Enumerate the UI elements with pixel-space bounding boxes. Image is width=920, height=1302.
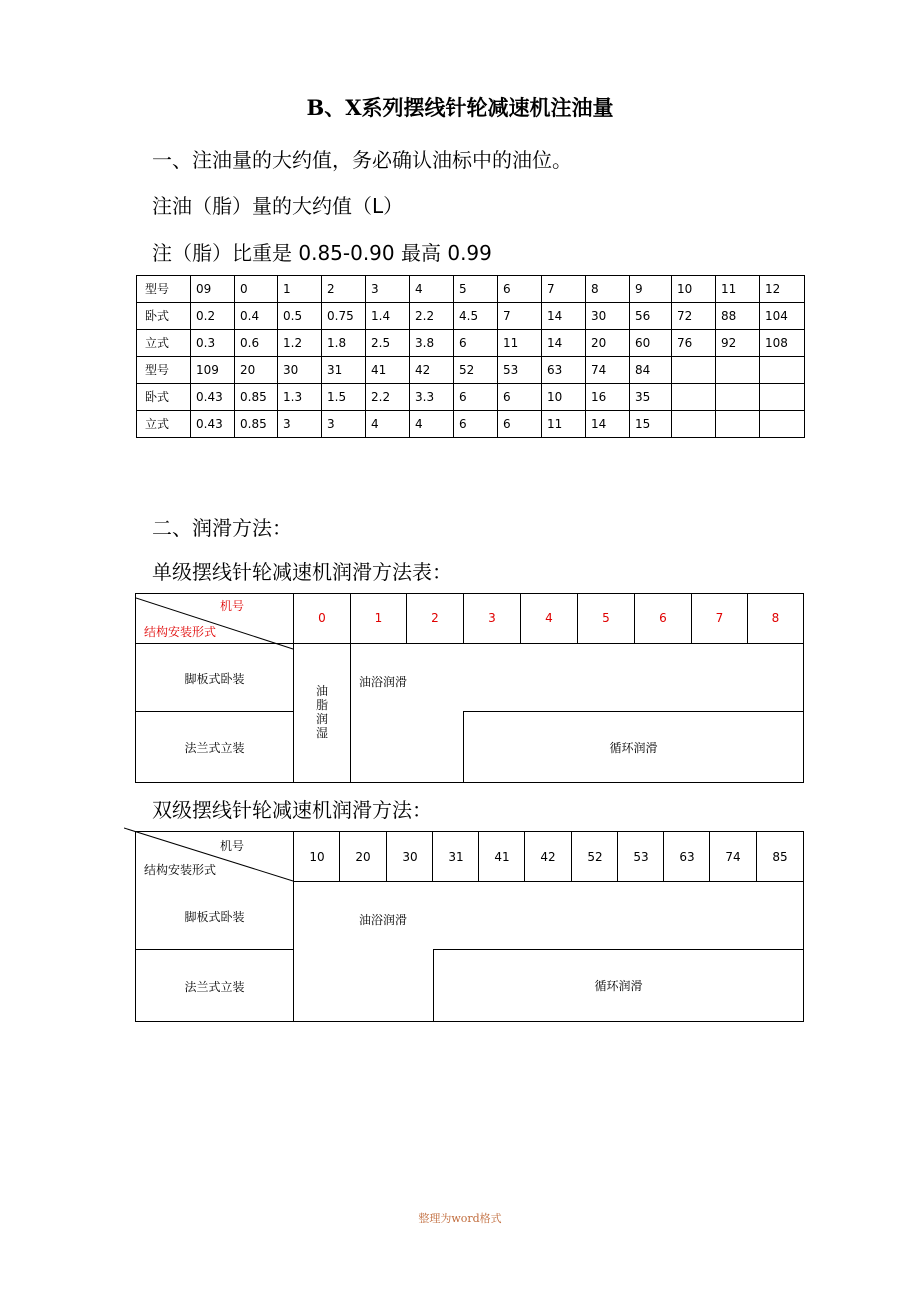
table-row [137, 357, 805, 384]
machine-number: 8 [771, 611, 780, 625]
row-label-cell: 立式 [137, 411, 191, 438]
machine-number: 52 [587, 850, 603, 864]
table-cell: 20 [586, 330, 630, 357]
row-label-cell: 卧式 [137, 303, 191, 330]
table-cell [716, 384, 760, 411]
table-cell: 6 [498, 384, 542, 411]
table-row [137, 411, 805, 438]
table-cell: 3.8 [410, 330, 454, 357]
table-cell: 72 [672, 303, 716, 330]
table-cell: 14 [586, 411, 630, 438]
table-cell: 6 [454, 330, 498, 357]
double-machine-no-header: 机号 [220, 839, 245, 853]
machine-number: 63 [679, 850, 695, 864]
table-cell: 0.2 [191, 303, 235, 330]
table-cell: 109 [191, 357, 235, 384]
machine-number: 3 [488, 611, 496, 625]
table-cell: 76 [672, 330, 716, 357]
table-cell: 10 [672, 276, 716, 303]
table-cell: 11 [716, 276, 760, 303]
table-cell: 0.43 [191, 384, 235, 411]
machine-number: 53 [633, 850, 649, 864]
machine-no-header: 机号 [220, 599, 245, 613]
section-heading-oil-amount: 一、注油量的大约值，务必确认油标中的油位。 [152, 148, 572, 172]
row-label-cell: 立式 [137, 330, 191, 357]
table-cell: 20 [235, 357, 278, 384]
row-label-cell: 型号 [137, 357, 191, 384]
table-cell: 56 [630, 303, 672, 330]
table-row [137, 330, 805, 357]
table-cell: 60 [630, 330, 672, 357]
table-cell: 6 [498, 411, 542, 438]
table-cell: 3.3 [410, 384, 454, 411]
machine-number: 20 [355, 850, 371, 864]
table-cell: 1.2 [278, 330, 322, 357]
table-cell: 0.85 [235, 411, 278, 438]
table-cell: 10 [542, 384, 586, 411]
table-cell: 30 [586, 303, 630, 330]
machine-number: 85 [772, 850, 788, 864]
machine-number: 2 [431, 611, 439, 625]
table-cell: 74 [586, 357, 630, 384]
single-stage-lubrication-table [135, 593, 804, 783]
table-cell: 0.85 [235, 384, 278, 411]
table-row [137, 384, 805, 411]
machine-number: 5 [602, 611, 610, 625]
table-cell: 2 [322, 276, 366, 303]
oil-amount-caption: 注油（脂）量的大约值（L） [152, 194, 404, 218]
table-cell: 0.5 [278, 303, 322, 330]
header-diagonal-line [136, 594, 294, 650]
table-cell: 6 [454, 411, 498, 438]
table-cell: 0.43 [191, 411, 235, 438]
table-cell: 35 [630, 384, 672, 411]
table-cell: 3 [366, 276, 410, 303]
table-cell [716, 411, 760, 438]
machine-number: 10 [309, 850, 325, 864]
table-cell: 3 [322, 411, 366, 438]
table-cell [760, 357, 805, 384]
double-stage-caption: 双级摆线针轮减速机润滑方法： [152, 798, 432, 822]
table-cell: 16 [586, 384, 630, 411]
machine-number: 31 [448, 850, 464, 864]
grease-char: 湿 [315, 726, 328, 740]
double-foot-mount-label: 脚板式卧装 [184, 910, 245, 924]
specific-gravity-note: 注（脂）比重是 0.85-0.90 最高 0.99 [152, 241, 492, 265]
table-cell: 1.5 [322, 384, 366, 411]
table-cell [672, 357, 716, 384]
grease-char: 油 [315, 684, 328, 698]
double-flange-mount-label: 法兰式立装 [184, 980, 245, 994]
machine-number: 0 [318, 611, 326, 625]
circulation-label: 循环润滑 [609, 741, 658, 755]
machine-number: 30 [402, 850, 418, 864]
row-label-cell: 卧式 [137, 384, 191, 411]
single-stage-caption: 单级摆线针轮减速机润滑方法表： [152, 560, 452, 584]
table-cell: 84 [630, 357, 672, 384]
grease-char: 润 [315, 712, 328, 726]
table-cell: 2.2 [410, 303, 454, 330]
table-cell: 8 [586, 276, 630, 303]
table-cell: 53 [498, 357, 542, 384]
table-cell: 1.3 [278, 384, 322, 411]
table-cell: 5 [454, 276, 498, 303]
table-row [137, 303, 805, 330]
machine-number: 4 [545, 611, 553, 625]
table-cell: 7 [542, 276, 586, 303]
table-cell: 104 [760, 303, 805, 330]
table-cell: 15 [630, 411, 672, 438]
table-cell: 92 [716, 330, 760, 357]
table-cell: 11 [498, 330, 542, 357]
table-cell: 1.8 [322, 330, 366, 357]
table-cell: 0.4 [235, 303, 278, 330]
machine-number: 74 [725, 850, 741, 864]
table-cell: 4 [410, 276, 454, 303]
table-cell: 31 [322, 357, 366, 384]
machine-number: 42 [540, 850, 556, 864]
table-cell: 1 [278, 276, 322, 303]
table-cell: 14 [542, 330, 586, 357]
section-heading-lubrication: 二、润滑方法： [152, 516, 292, 540]
table-cell: 108 [760, 330, 805, 357]
table-cell: 0.6 [235, 330, 278, 357]
machine-number: 6 [659, 611, 667, 625]
foot-mount-label: 脚板式卧装 [184, 672, 245, 686]
table-cell: 42 [410, 357, 454, 384]
table-cell [672, 384, 716, 411]
mount-type-header: 结构安装形式 [144, 625, 217, 639]
table-cell: 2.2 [366, 384, 410, 411]
table-cell: 30 [278, 357, 322, 384]
table-cell [672, 411, 716, 438]
table-cell [716, 357, 760, 384]
table-cell: 14 [542, 303, 586, 330]
machine-number: 1 [374, 611, 383, 625]
row-label-cell: 型号 [137, 276, 191, 303]
machine-number: 41 [494, 850, 510, 864]
double-stage-lubrication-table [135, 831, 804, 1022]
footer-watermark: 整理为word格式 [418, 1212, 502, 1225]
grease-char: 脂 [315, 698, 328, 712]
table-cell: 41 [366, 357, 410, 384]
table-cell: 2.5 [366, 330, 410, 357]
table-cell: 0.3 [191, 330, 235, 357]
table-cell [760, 411, 805, 438]
table-cell: 11 [542, 411, 586, 438]
double-mount-type-header: 结构安装形式 [144, 863, 217, 877]
table-cell: 0 [235, 276, 278, 303]
machine-number: 7 [715, 611, 724, 625]
table-cell: 09 [191, 276, 235, 303]
flange-mount-label: 法兰式立装 [184, 741, 245, 755]
page-title: B、X系列摆线针轮减速机注油量 [306, 95, 614, 120]
table-cell: 6 [454, 384, 498, 411]
table-cell [760, 384, 805, 411]
table-cell: 4 [366, 411, 410, 438]
table-cell: 12 [760, 276, 805, 303]
table-cell: 88 [716, 303, 760, 330]
table-cell: 7 [498, 303, 542, 330]
table-cell: 9 [630, 276, 672, 303]
table-cell: 1.4 [366, 303, 410, 330]
table-row [137, 276, 805, 303]
double-circulation-label: 循环润滑 [594, 979, 643, 993]
double-oil-bath-label: 油浴润滑 [359, 913, 408, 927]
oil-amount-table [136, 275, 805, 438]
table-cell: 4 [410, 411, 454, 438]
table-cell: 0.75 [322, 303, 366, 330]
table-cell: 3 [278, 411, 322, 438]
oil-bath-label: 油浴润滑 [359, 675, 408, 689]
table-cell: 6 [498, 276, 542, 303]
table-cell: 4.5 [454, 303, 498, 330]
table-cell: 52 [454, 357, 498, 384]
table-cell: 63 [542, 357, 586, 384]
